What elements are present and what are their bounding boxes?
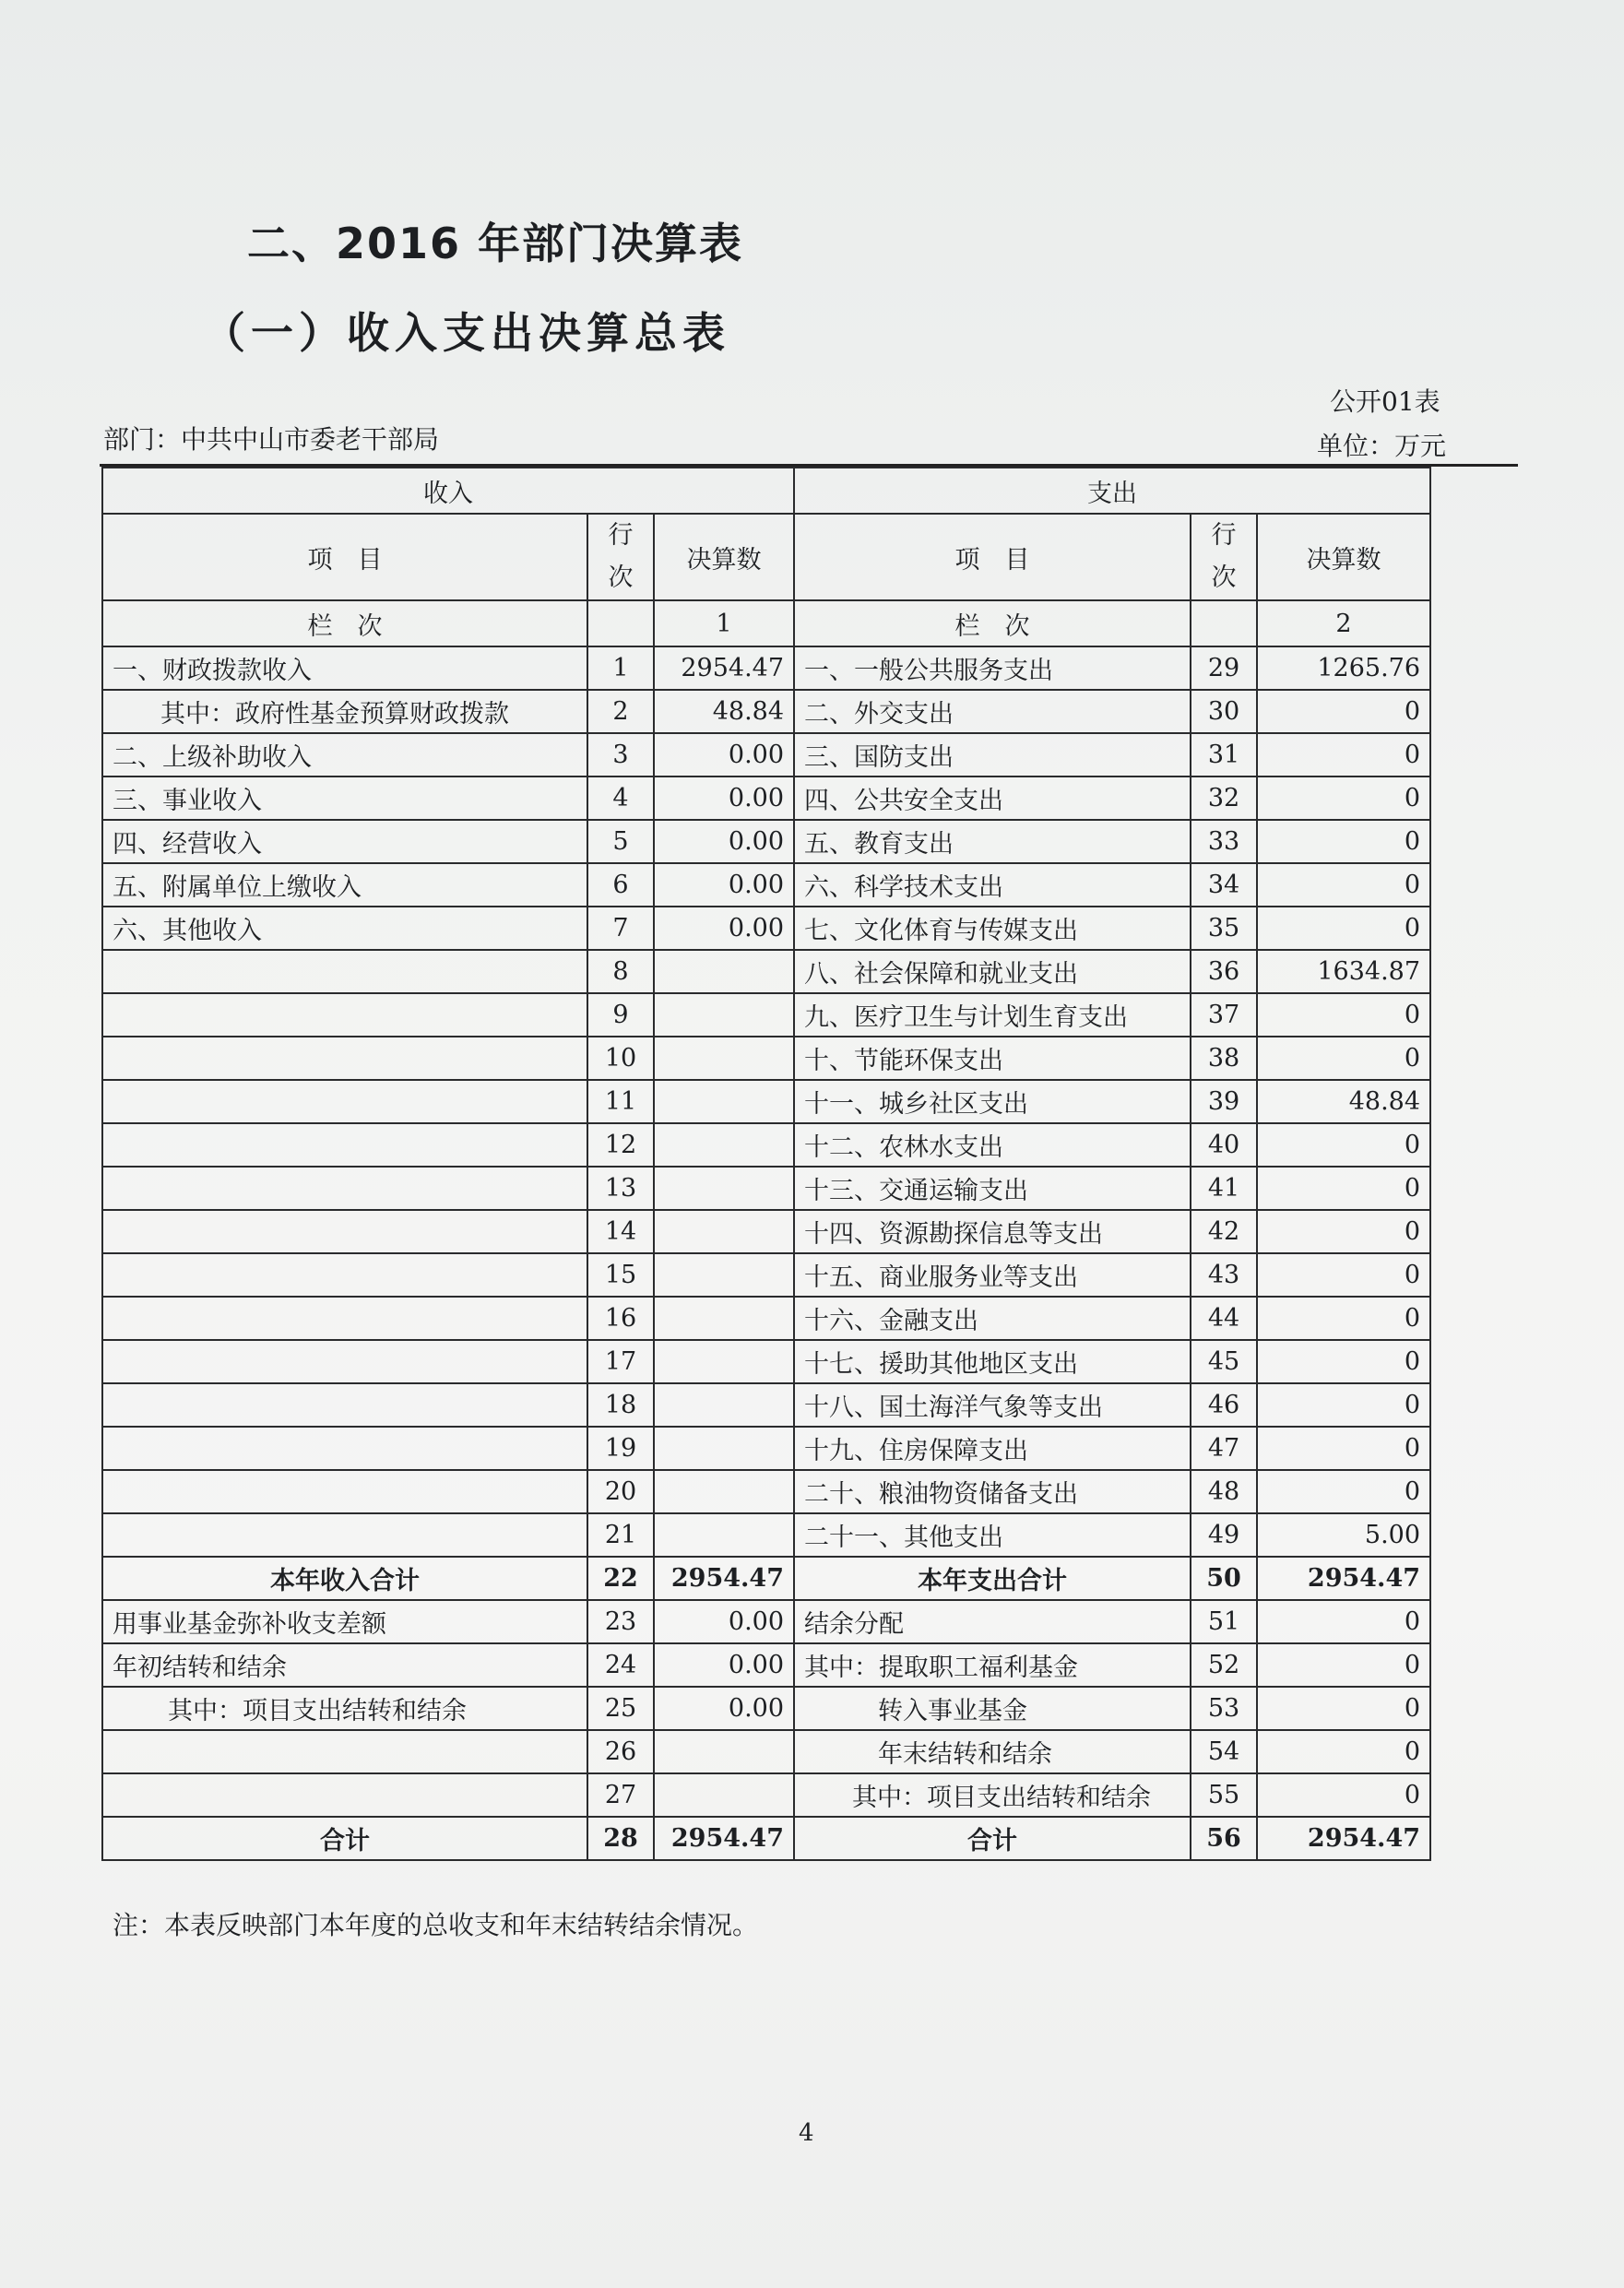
expense-amount-cell: 0 [1257, 907, 1430, 950]
form-code: 公开01表 [1330, 386, 1440, 417]
expense-section-header: 支出 [794, 468, 1430, 514]
expense-row-no-cell: 52 [1191, 1643, 1257, 1687]
income-amount-cell: 0.00 [654, 863, 794, 907]
income-amount-cell: 2954.47 [654, 646, 794, 690]
table-row [102, 1557, 1430, 1600]
income-row-no-cell: 8 [587, 950, 654, 993]
expense-item-cell: 十、节能环保支出 [794, 1037, 1191, 1080]
income-item-cell: 其中：项目支出结转和结余 [102, 1687, 587, 1730]
income-item-cell [102, 993, 587, 1037]
expense-row-no-cell: 33 [1191, 820, 1257, 863]
income-amount-cell [654, 993, 794, 1037]
lane-row [102, 600, 1430, 646]
income-row-no-cell: 11 [587, 1080, 654, 1123]
table-row [102, 907, 1430, 950]
income-amount-cell: 0.00 [654, 907, 794, 950]
expense-item-cell: 七、文化体育与传媒支出 [794, 907, 1191, 950]
income-item-cell: 二、上级补助收入 [102, 733, 587, 776]
expense-row-no-cell: 50 [1191, 1557, 1257, 1600]
expense-amount-cell: 0 [1257, 1210, 1430, 1253]
income-row-no-cell: 4 [587, 776, 654, 820]
expense-item-cell: 十一、城乡社区支出 [794, 1080, 1191, 1123]
income-item-cell: 合计 [102, 1817, 587, 1860]
expense-item-cell: 其中：提取职工福利基金 [794, 1643, 1191, 1687]
income-amount-cell [654, 1773, 794, 1817]
income-amount-cell [654, 1037, 794, 1080]
income-item-cell [102, 1340, 587, 1383]
expense-row-no-cell: 32 [1191, 776, 1257, 820]
expense-row-no-cell: 45 [1191, 1340, 1257, 1383]
expense-item-cell: 十四、资源勘探信息等支出 [794, 1210, 1191, 1253]
income-lane-number: 1 [654, 600, 794, 646]
income-item-cell: 五、附属单位上缴收入 [102, 863, 587, 907]
income-item-cell [102, 1773, 587, 1817]
table-row [102, 1167, 1430, 1210]
expense-row-no-cell: 38 [1191, 1037, 1257, 1080]
expense-amount-cell: 0 [1257, 820, 1430, 863]
table-row [102, 1470, 1430, 1513]
table-row [102, 820, 1430, 863]
income-amount-cell [654, 1253, 794, 1297]
income-row-no-cell: 13 [587, 1167, 654, 1210]
income-row-no-cell: 23 [587, 1600, 654, 1643]
income-item-cell [102, 1383, 587, 1427]
income-lane-blank [587, 600, 654, 646]
income-amount-cell [654, 1340, 794, 1383]
expense-item-cell: 十三、交通运输支出 [794, 1167, 1191, 1210]
table-row [102, 1210, 1430, 1253]
income-item-cell [102, 1123, 587, 1167]
expense-item-cell: 三、国防支出 [794, 733, 1191, 776]
table-subtitle: （一）收入支出决算总表 [203, 308, 730, 358]
income-amount-cell [654, 1167, 794, 1210]
income-row-no-cell: 18 [587, 1383, 654, 1427]
income-item-cell [102, 1470, 587, 1513]
expense-item-cell: 十二、农林水支出 [794, 1123, 1191, 1167]
income-amount-cell [654, 1470, 794, 1513]
income-amount-cell: 0.00 [654, 1600, 794, 1643]
income-item-cell [102, 1427, 587, 1470]
expense-amount-cell: 0 [1257, 1167, 1430, 1210]
table-row [102, 1037, 1430, 1080]
expense-amount-cell: 0 [1257, 1643, 1430, 1687]
page-title: 二、2016 年部门决算表 [247, 219, 744, 268]
expense-row-no-cell: 49 [1191, 1513, 1257, 1557]
income-item-cell: 用事业基金弥补收支差额 [102, 1600, 587, 1643]
income-amount-cell: 0.00 [654, 733, 794, 776]
income-amount-cell: 2954.47 [654, 1817, 794, 1860]
income-amount-cell: 48.84 [654, 690, 794, 733]
expense-lane-label: 栏 次 [794, 600, 1191, 646]
expense-amount-cell: 0 [1257, 690, 1430, 733]
expense-amount-cell: 0 [1257, 1470, 1430, 1513]
table-row [102, 1687, 1430, 1730]
expense-row-no-cell: 29 [1191, 646, 1257, 690]
expense-amount-cell: 0 [1257, 1123, 1430, 1167]
income-item-cell [102, 1167, 587, 1210]
page-number: 4 [799, 2119, 814, 2147]
income-row-no-cell: 10 [587, 1037, 654, 1080]
unit-label: 单位：万元 [1317, 431, 1447, 461]
income-amount-cell: 2954.47 [654, 1557, 794, 1600]
income-row-no-cell: 5 [587, 820, 654, 863]
income-amount-cell [654, 1297, 794, 1340]
income-amount-header: 决算数 [654, 514, 794, 600]
income-amount-cell: 0.00 [654, 1643, 794, 1687]
table-row [102, 690, 1430, 733]
table-row [102, 1297, 1430, 1340]
expense-item-cell: 八、社会保障和就业支出 [794, 950, 1191, 993]
expense-lane-number: 2 [1257, 600, 1430, 646]
income-row-no-cell: 21 [587, 1513, 654, 1557]
table-row [102, 863, 1430, 907]
table-row [102, 1123, 1430, 1167]
expense-amount-cell: 0 [1257, 1037, 1430, 1080]
expense-row-no-cell: 46 [1191, 1383, 1257, 1427]
expense-item-cell: 九、医疗卫生与计划生育支出 [794, 993, 1191, 1037]
income-amount-cell [654, 1123, 794, 1167]
expense-item-cell: 二、外交支出 [794, 690, 1191, 733]
expense-item-cell: 结余分配 [794, 1600, 1191, 1643]
income-item-cell: 六、其他收入 [102, 907, 587, 950]
income-row-no-cell: 9 [587, 993, 654, 1037]
income-row-no-cell: 15 [587, 1253, 654, 1297]
income-amount-cell [654, 1210, 794, 1253]
expense-item-cell: 十六、金融支出 [794, 1297, 1191, 1340]
table-row [102, 776, 1430, 820]
income-row-no-cell: 1 [587, 646, 654, 690]
expense-lane-blank [1191, 600, 1257, 646]
income-row-no-cell: 2 [587, 690, 654, 733]
table-row [102, 1080, 1430, 1123]
expense-item-cell: 年末结转和结余 [794, 1730, 1191, 1773]
expense-item-cell: 合计 [794, 1817, 1191, 1860]
expense-amount-cell: 0 [1257, 1730, 1430, 1773]
income-item-cell: 年初结转和结余 [102, 1643, 587, 1687]
table-row [102, 646, 1430, 690]
income-row-no-cell: 6 [587, 863, 654, 907]
income-item-cell [102, 1297, 587, 1340]
expense-row-no-cell: 56 [1191, 1817, 1257, 1860]
table-row [102, 1600, 1430, 1643]
income-row-no-cell: 28 [587, 1817, 654, 1860]
income-amount-cell: 0.00 [654, 820, 794, 863]
expense-row-no-cell: 36 [1191, 950, 1257, 993]
income-amount-cell: 0.00 [654, 1687, 794, 1730]
expense-amount-cell: 0 [1257, 776, 1430, 820]
expense-item-cell: 十八、国土海洋气象等支出 [794, 1383, 1191, 1427]
expense-amount-header: 决算数 [1257, 514, 1430, 600]
income-row-no-header: 行 次 [587, 514, 654, 600]
income-row-no-cell: 25 [587, 1687, 654, 1730]
income-item-cell [102, 1210, 587, 1253]
table-row [102, 1383, 1430, 1427]
expense-row-no-cell: 55 [1191, 1773, 1257, 1817]
expense-amount-cell: 0 [1257, 1687, 1430, 1730]
expense-amount-cell: 48.84 [1257, 1080, 1430, 1123]
expense-row-no-cell: 30 [1191, 690, 1257, 733]
table-row [102, 1817, 1430, 1860]
expense-amount-cell: 0 [1257, 1253, 1430, 1297]
table-row [102, 1730, 1430, 1773]
expense-item-cell: 十九、住房保障支出 [794, 1427, 1191, 1470]
expense-item-cell: 六、科学技术支出 [794, 863, 1191, 907]
income-item-cell [102, 1513, 587, 1557]
income-item-header: 项 目 [102, 514, 587, 600]
expense-row-no-cell: 35 [1191, 907, 1257, 950]
income-row-no-cell: 19 [587, 1427, 654, 1470]
section-header-row [102, 468, 1430, 514]
table-note: 注：本表反映部门本年度的总收支和年末结转结余情况。 [113, 1910, 759, 1940]
table-row [102, 1253, 1430, 1297]
income-row-no-cell: 12 [587, 1123, 654, 1167]
expense-item-cell: 五、教育支出 [794, 820, 1191, 863]
expense-row-no-cell: 31 [1191, 733, 1257, 776]
income-item-cell: 本年收入合计 [102, 1557, 587, 1600]
expense-row-no-cell: 34 [1191, 863, 1257, 907]
income-row-no-cell: 7 [587, 907, 654, 950]
column-header-row [102, 514, 1430, 600]
expense-item-cell: 二十、粮油物资储备支出 [794, 1470, 1191, 1513]
income-amount-cell [654, 950, 794, 993]
income-item-cell [102, 1080, 587, 1123]
income-item-cell [102, 950, 587, 993]
expense-amount-cell: 5.00 [1257, 1513, 1430, 1557]
expense-row-no-cell: 42 [1191, 1210, 1257, 1253]
expense-item-cell: 其中：项目支出结转和结余 [794, 1773, 1191, 1817]
expense-row-no-cell: 44 [1191, 1297, 1257, 1340]
expense-amount-cell: 2954.47 [1257, 1817, 1430, 1860]
expense-row-no-cell: 48 [1191, 1470, 1257, 1513]
expense-item-cell: 四、公共安全支出 [794, 776, 1191, 820]
income-expense-table [101, 467, 1431, 1861]
table-row [102, 950, 1430, 993]
expense-row-no-cell: 37 [1191, 993, 1257, 1037]
income-item-cell: 一、财政拨款收入 [102, 646, 587, 690]
table-row [102, 993, 1430, 1037]
expense-item-header: 项 目 [794, 514, 1191, 600]
income-amount-cell: 0.00 [654, 776, 794, 820]
income-amount-cell [654, 1730, 794, 1773]
table-row [102, 1513, 1430, 1557]
expense-row-no-cell: 51 [1191, 1600, 1257, 1643]
income-row-no-cell: 17 [587, 1340, 654, 1383]
income-section-header: 收入 [102, 468, 794, 514]
expense-row-no-cell: 47 [1191, 1427, 1257, 1470]
department-label: 部门：中共中山市委老干部局 [103, 424, 440, 455]
expense-amount-cell: 0 [1257, 1297, 1430, 1340]
expense-item-cell: 二十一、其他支出 [794, 1513, 1191, 1557]
expense-row-no-cell: 40 [1191, 1123, 1257, 1167]
income-item-cell [102, 1730, 587, 1773]
expense-amount-cell: 0 [1257, 993, 1430, 1037]
income-row-no-cell: 14 [587, 1210, 654, 1253]
income-row-no-cell: 24 [587, 1643, 654, 1687]
expense-amount-cell: 0 [1257, 1600, 1430, 1643]
expense-amount-cell: 2954.47 [1257, 1557, 1430, 1600]
expense-item-cell: 十七、援助其他地区支出 [794, 1340, 1191, 1383]
table-row [102, 1427, 1430, 1470]
expense-item-cell: 十五、商业服务业等支出 [794, 1253, 1191, 1297]
income-row-no-cell: 16 [587, 1297, 654, 1340]
expense-row-no-cell: 43 [1191, 1253, 1257, 1297]
expense-row-no-header: 行 次 [1191, 514, 1257, 600]
expense-amount-cell: 0 [1257, 1383, 1430, 1427]
expense-amount-cell: 0 [1257, 1340, 1430, 1383]
table-row [102, 1643, 1430, 1687]
expense-amount-cell: 0 [1257, 1773, 1430, 1817]
income-amount-cell [654, 1427, 794, 1470]
expense-item-cell: 本年支出合计 [794, 1557, 1191, 1600]
income-lane-label: 栏 次 [102, 600, 587, 646]
expense-amount-cell: 0 [1257, 733, 1430, 776]
income-item-cell [102, 1037, 587, 1080]
table-row [102, 1773, 1430, 1817]
expense-row-no-cell: 54 [1191, 1730, 1257, 1773]
income-amount-cell [654, 1080, 794, 1123]
income-row-no-cell: 26 [587, 1730, 654, 1773]
expense-item-cell: 转入事业基金 [794, 1687, 1191, 1730]
income-row-no-cell: 3 [587, 733, 654, 776]
income-amount-cell [654, 1383, 794, 1427]
expense-item-cell: 一、一般公共服务支出 [794, 646, 1191, 690]
table-row [102, 733, 1430, 776]
income-row-no-cell: 22 [587, 1557, 654, 1600]
income-item-cell: 三、事业收入 [102, 776, 587, 820]
expense-row-no-cell: 39 [1191, 1080, 1257, 1123]
income-amount-cell [654, 1513, 794, 1557]
expense-row-no-cell: 41 [1191, 1167, 1257, 1210]
income-item-cell [102, 1253, 587, 1297]
income-item-cell: 其中：政府性基金预算财政拨款 [102, 690, 587, 733]
table-row [102, 1340, 1430, 1383]
income-row-no-cell: 27 [587, 1773, 654, 1817]
expense-amount-cell: 0 [1257, 1427, 1430, 1470]
expense-row-no-cell: 53 [1191, 1687, 1257, 1730]
expense-amount-cell: 1265.76 [1257, 646, 1430, 690]
income-item-cell: 四、经营收入 [102, 820, 587, 863]
expense-amount-cell: 1634.87 [1257, 950, 1430, 993]
income-row-no-cell: 20 [587, 1470, 654, 1513]
expense-amount-cell: 0 [1257, 863, 1430, 907]
